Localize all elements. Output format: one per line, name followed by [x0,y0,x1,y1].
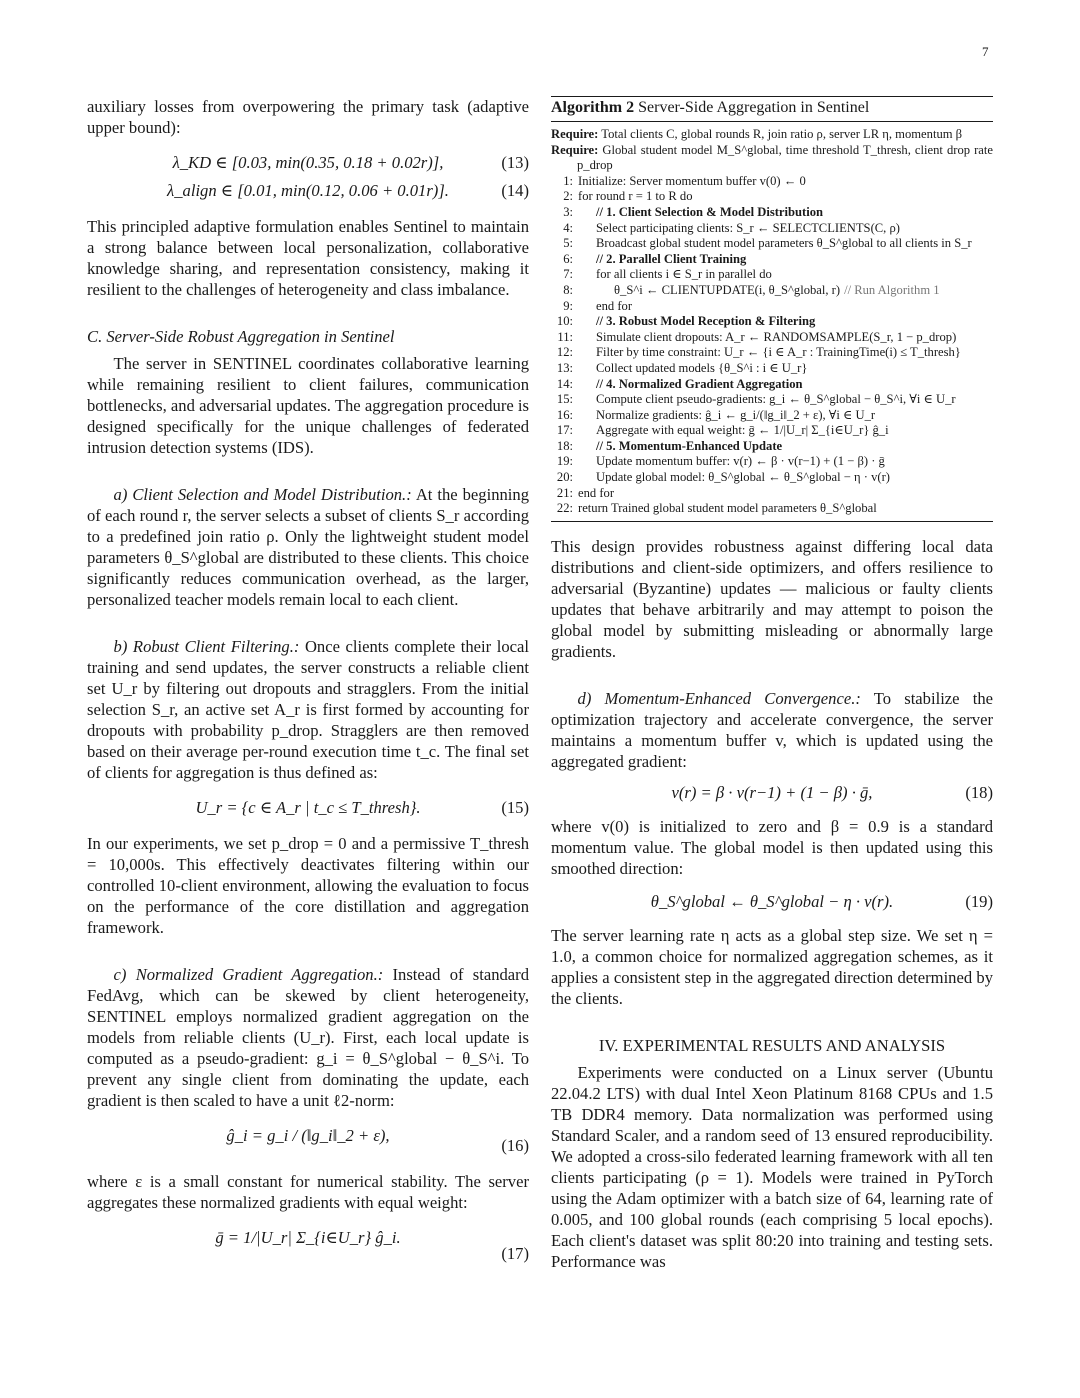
paragraph-c-text: Instead of standard FedAvg, which can be skewed by client heterogeneity, SENTINEL employs normalized gradient aggregation on the models from reliable clients (U_r). First, each local update is computed as a pseudo-gradient: g_i = θ_S^global − θ_S^i. To prevent any single client from dominating the update, each gradient is then scaled to have a unit ℓ2-norm: [87,965,529,1110]
equation-14-expr: λ_align ∈ [0.01, min(0.12, 0.06 + 0.01r)]. [167,181,449,200]
equation-19-number: (19) [965,891,993,911]
algorithm-line-text: // 4. Normalized Gradient Aggregation [596,376,803,391]
subsection-c-title: c) Normalized Gradient Aggregation.: [113,965,384,984]
algorithm-line [551,361,993,377]
require-2-text: Global student model M_S^global, time threshold T_thresh, client drop rate p_drop [577,142,993,173]
algorithm-line-number: 18: [556,438,573,453]
paragraph-design: This design provides robustness against differing local data distributions and client-side optimizers, and offers resilience to adversarial (Byzantine) updates — malicious or faulty clients updates that behave arbitrarily and may attempt to poison the global model by submitting misleading or abnormally large gradients. [551,536,993,661]
equation-19-expr: θ_S^global ← θ_S^global − η · v(r). [650,891,894,911]
algorithm-label: Algorithm 2 [551,99,635,116]
section-4-title: IV. EXPERIMENTAL RESULTS AND ANALYSIS [598,1035,946,1055]
algorithm-line-number: 5: [563,236,573,251]
paragraph-setup: Experiments were conducted on a Linux server (Ubuntu 22.04.2 LTS) with dual Intel Xeon Platinum 8168 CPUs and 1.5 TB DDR4 memory. Data normalization was performed using Standard Scaler, and a random seed of 13 ensured reproducibility. We adopted a cross-silo federated learning framework with all ten clients participating (ρ = 1). Models were trained in PyTorch using the Adam optimizer with a batch size of 64, learning rate of 0.005, and 100 global rounds (each comprising 5 local epochs). Each client's dataset was split 80:20 into training and testing sets. Performance was [551,1062,993,1271]
equation-15-expr: U_r = {c ∈ A_r | t_c ≤ T_thresh}. [195,798,421,817]
algorithm-line-number: 21: [556,485,573,500]
algorithm-line [551,267,993,283]
algorithm-line-number: 15: [556,392,573,407]
algorithm-line-text: Simulate client dropouts: A_r ← RANDOMSAMPLE(S_r, 1 − p_drop) [596,329,957,344]
algorithm-line [551,408,993,424]
paragraph-principled: This principled adaptive formulation enables Sentinel to maintain a strong balance between local personalization, collaborative knowledge sharing, and representation consistency, making it resilient to the challenges of heterogeneity and class imbalance. [87,217,529,299]
equation-17-number: (17) [501,1244,529,1263]
require-1-text: Total clients C, global rounds R, join ratio ρ, server LR η, momentum β [601,127,963,141]
algorithm-line [551,221,993,237]
algorithm-line-number: 22: [556,501,573,516]
equation-19 [551,891,993,913]
algorithm-body [551,122,993,521]
paragraph-robust-filtering [87,636,529,783]
equation-13-number: (13) [501,153,529,172]
paragraph-client-selection [87,484,529,610]
algorithm-line-text: for round r = 1 to R do [578,189,693,204]
algorithm-title [551,97,993,122]
algorithm-line-number: 14: [556,376,573,391]
algorithm-line-number: 4: [563,220,573,235]
require-label-1: Require: [551,127,599,141]
algorithm-line-number: 17: [556,423,573,438]
equation-14 [87,180,529,202]
algorithm-line-text: end for [578,485,615,500]
algorithm-line-text: return Trained global student model parameters θ_S^global [578,501,877,516]
algorithm-line [551,299,993,315]
algorithm-line [551,439,993,455]
paragraph-server: The server in SENTINEL coordinates collaborative learning while remaining resilient to client failures, communication bottlenecks, and adversarial updates. The aggregation procedure is designed specifically for the unique challenges of federated intrusion detection systems (IDS). [87,354,529,457]
algorithm-line [551,423,993,439]
paragraph-aux: auxiliary losses from overpowering the primary task (adaptive upper bound): [87,97,529,137]
algorithm-line-number: 13: [556,360,573,375]
algorithm-line-number: 16: [556,407,573,422]
section-c-title: C. Server-Side Robust Aggregation in Sentinel [87,327,395,346]
algorithm-lines [551,174,993,517]
equation-13 [87,152,529,174]
algorithm-line-text: θ_S^i ← CLIENTUPDATE(i, θ_S^global, r) [614,282,841,297]
algorithm-line-text: // 1. Client Selection & Model Distribution [596,204,824,219]
algorithm-title-text: Server-Side Aggregation in Sentinel [638,99,870,116]
algorithm-line-comment: // Run Algorithm 1 [844,282,940,297]
algorithm-line-number: 7: [563,267,573,282]
paragraph-epsilon: where ε is a small constant for numerical stability. The server aggregates these normalized gradients with equal weight: [87,1172,529,1212]
subsection-b-title: b) Robust Client Filtering.: [113,637,300,656]
algorithm-require-1 [551,127,993,143]
paragraph-learning-rate: The server learning rate η acts as a global step size. We set η = 1.0, a common choice for normalized aggregation schemes, as it applies a consistent step in the aggregated direction determined by the clients. [551,925,993,1008]
equation-15-number: (15) [501,798,529,817]
algorithm-line-number: 3: [563,204,573,219]
equation-18-number: (18) [965,782,993,802]
algorithm-line-number: 10: [556,314,573,329]
algorithm-line-text: Update momentum buffer: v(r) ← β · v(r−1) + (1 − β) · ḡ [596,454,885,469]
algorithm-line [551,236,993,252]
algorithm-line-number: 8: [563,282,573,297]
algorithm-line-number: 9: [563,298,573,313]
algorithm-line-text: end for [596,298,633,313]
paragraph-experiment-settings: In our experiments, we set p_drop = 0 and a permissive T_thresh = 10,000s. This effectively deactivates filtering within our controlled 10-client environment, allowing the evaluation to focus on the performance of the core distillation and aggregation framework. [87,834,529,937]
equation-16-number: (16) [501,1136,529,1155]
algorithm-line-number: 19: [556,454,573,469]
algorithm-line [551,189,993,205]
algorithm-line-number: 20: [556,470,573,485]
algorithm-line-text: Select participating clients: S_r ← SELECTCLIENTS(C, ρ) [596,220,900,235]
algorithm-line [551,345,993,361]
algorithm-line [551,330,993,346]
algorithm-line-text: Normalize gradients: ĝ_i ← g_i/(‖g_i‖_2 + ε), ∀i ∈ U_r [596,407,876,422]
equation-17-expr: ḡ = 1/|U_r| Σ_{i∈U_r} ĝ_i. [215,1228,401,1247]
algorithm-line [551,454,993,470]
equation-18 [551,782,993,804]
algorithm-line-text: // 3. Robust Model Reception & Filtering [596,314,816,329]
equation-17 [87,1227,529,1281]
algorithm-line-number: 1: [563,173,573,188]
equation-16-expr: ĝ_i = g_i / (‖g_i‖_2 + ε), [226,1126,390,1145]
equation-13-expr: λ_KD ∈ [0.03, min(0.35, 0.18 + 0.02r)], [172,153,444,172]
equation-18-expr: v(r) = β · v(r−1) + (1 − β) · ḡ, [671,782,873,802]
algorithm-line [551,486,993,502]
equation-16 [87,1125,529,1165]
equation-14-number: (14) [501,181,529,200]
algorithm-line-text: Compute client pseudo-gradients: g_i ← θ_S^global − θ_S^i, ∀i ∈ U_r [596,392,956,407]
paragraph-a-text: At the beginning of each round r, the server selects a subset of clients S_r according to a predefined join ratio ρ. Only the lightweight student model parameters θ_S^global are distributed to these clients. This choice significantly reduces communication overhead, as the larger, personalized teacher models remain local to each client. [87,485,530,609]
algorithm-line-text: // 5. Momentum-Enhanced Update [596,438,783,453]
algorithm-line-text: // 2. Parallel Client Training [596,251,747,266]
algorithm-line-text: Broadcast global student model parameters θ_S^global to all clients in S_r [596,236,972,251]
algorithm-line [551,392,993,408]
paragraph-d-text: To stabilize the optimization trajectory and accelerate convergence, the server maintains a momentum buffer v, which is updated using the aggregated gradient: [551,688,993,771]
algorithm-line-text: Collect updated models {θ_S^i : i ∈ U_r} [596,360,808,375]
subsection-d-title: d) Momentum-Enhanced Convergence.: [577,688,861,708]
paragraph-b-text: Once clients complete their local training and send updates, the server constructs a reliable client set U_r by filtering out dropouts and stragglers. From the initial selection S_r, an active set A_r is first formed by accounting for dropouts with probability p_drop. Stragglers are then removed based on their average per-round execution time t_c. The final set of clients for aggregation is thus defined as: [87,637,529,782]
algorithm-line [551,205,993,221]
algorithm-line-text: Initialize: Server momentum buffer v(0) ← 0 [578,173,806,188]
right-column [551,96,993,1272]
algorithm-box [551,96,993,522]
paragraph-v0: where v(0) is initialized to zero and β = 0.9 is a standard momentum value. The global model is then updated using this smoothed direction: [551,816,993,878]
equation-15 [87,797,529,819]
algorithm-line [551,314,993,330]
algorithm-line [551,174,993,190]
left-column [87,96,529,1287]
algorithm-line [551,470,993,486]
algorithm-require-2 [551,143,993,174]
algorithm-line [551,501,993,517]
algorithm-line-number: 2: [563,189,573,204]
algorithm-line-text: for all clients i ∈ S_r in parallel do [596,267,772,282]
paragraph-normalized-aggregation [87,964,529,1111]
algorithm-line-number: 11: [557,329,573,344]
algorithm-line-text: Filter by time constraint: U_r ← {i ∈ A_r : TrainingTime(i) ≤ T_thresh} [596,345,961,360]
subsection-a-title: a) Client Selection and Model Distribution.: [113,485,412,504]
algorithm-line-text: Aggregate with equal weight: ḡ ← 1/|U_r| Σ_{i∈U_r} ĝ_i [596,423,889,438]
page-number: 7 [982,44,989,59]
algorithm-line-number: 6: [563,251,573,266]
paragraph-momentum [551,688,993,772]
algorithm-line [551,377,993,393]
algorithm-line [551,252,993,268]
require-label-2: Require: [551,142,599,157]
algorithm-line-text: Update global model: θ_S^global ← θ_S^global − η · v(r) [596,470,890,485]
algorithm-line [551,283,993,299]
algorithm-line-number: 12: [556,345,573,360]
